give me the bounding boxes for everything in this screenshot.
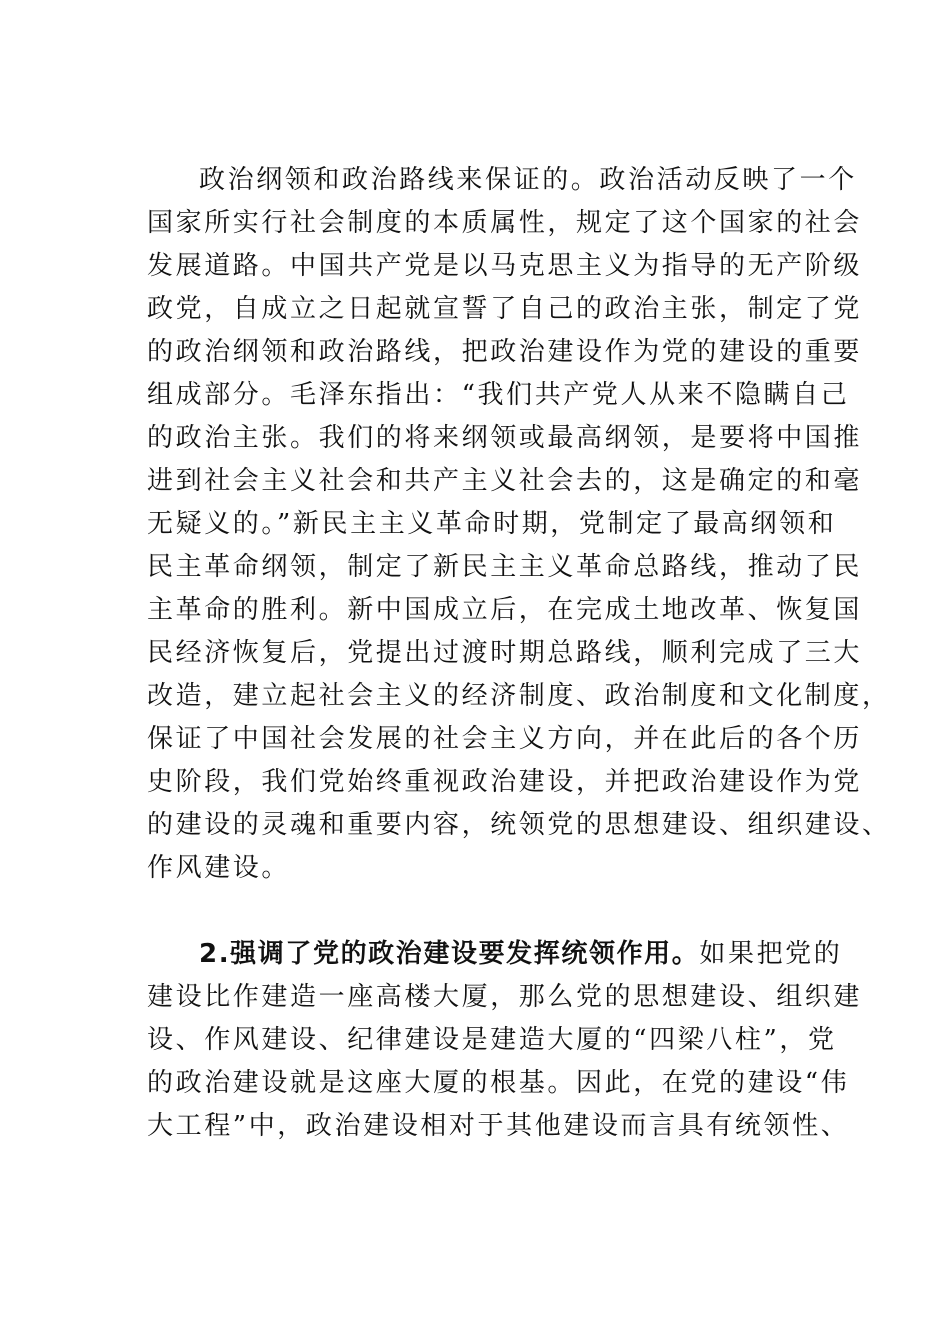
- paragraph-1-line-12: 民经济恢复后，党提出过渡时期总路线，顺利完成了三大: [147, 638, 863, 668]
- paragraph-1-line-11: 主革命的胜利。新中国成立后，在完成土地改革、恢复国: [147, 595, 863, 625]
- paragraph-1-line-3: 发展道路。中国共产党是以马克思主义为指导的无产阶级: [147, 251, 863, 281]
- paragraph-1-line-7: 的政治主张。我们的将来纲领或最高纲领，是要将中国推: [147, 423, 863, 453]
- paragraph-1-line-16: 的建设的灵魂和重要内容，统领党的思想建设、组织建设、: [147, 810, 891, 840]
- paragraph-1-line-10: 民主革命纲领，制定了新民主主义革命总路线，推动了民: [147, 552, 863, 582]
- paragraph-2-line-3: 设、作风建设、纪律建设是建造大厦的“四梁八柱”，党: [147, 1025, 837, 1055]
- paragraph-1-line-4: 政党，自成立之日起就宣誓了自己的政治主张，制定了党: [147, 294, 863, 324]
- paragraph-2-line-1-text: 如果把党的: [699, 939, 843, 969]
- paragraph-1-line-14: 保证了中国社会发展的社会主义方向，并在此后的各个历: [147, 724, 863, 754]
- paragraph-2-line-5: 大工程”中，政治建设相对于其他建设而言具有统领性、: [147, 1111, 850, 1141]
- paragraph-2-line-2: 建设比作建造一座高楼大厦，那么党的思想建设、组织建: [147, 982, 863, 1012]
- paragraph-2-line-1: [199, 934, 859, 974]
- paragraph-2-line-4: 的政治建设就是这座大厦的根基。因此，在党的建设“伟: [147, 1068, 850, 1098]
- paragraph-1-line-5: 的政治纲领和政治路线，把政治建设作为党的建设的重要: [147, 337, 863, 367]
- paragraph-1-line-2: 国家所实行社会制度的本质属性，规定了这个国家的社会: [147, 208, 863, 238]
- paragraph-1-line-13: 改造，建立起社会主义的经济制度、政治制度和文化制度，: [147, 681, 891, 711]
- section-heading: 2.强调了党的政治建设要发挥统领作用。: [199, 939, 700, 969]
- paragraph-1-line-1: 政治纲领和政治路线来保证的。政治活动反映了一个: [199, 165, 857, 195]
- paragraph-1-line-15: 史阶段，我们党始终重视政治建设，并把政治建设作为党: [147, 767, 863, 797]
- paragraph-1-line-8: 进到社会主义社会和共产主义社会去的，这是确定的和毫: [147, 466, 863, 496]
- paragraph-1-line-9: 无疑义的。”新民主主义革命时期，党制定了最高纲领和: [147, 509, 837, 539]
- paragraph-1-line-17: 作风建设。: [147, 853, 291, 883]
- paragraph-1-line-6: 组成部分。毛泽东指出：“我们共产党人从来不隐瞒自己: [147, 380, 850, 410]
